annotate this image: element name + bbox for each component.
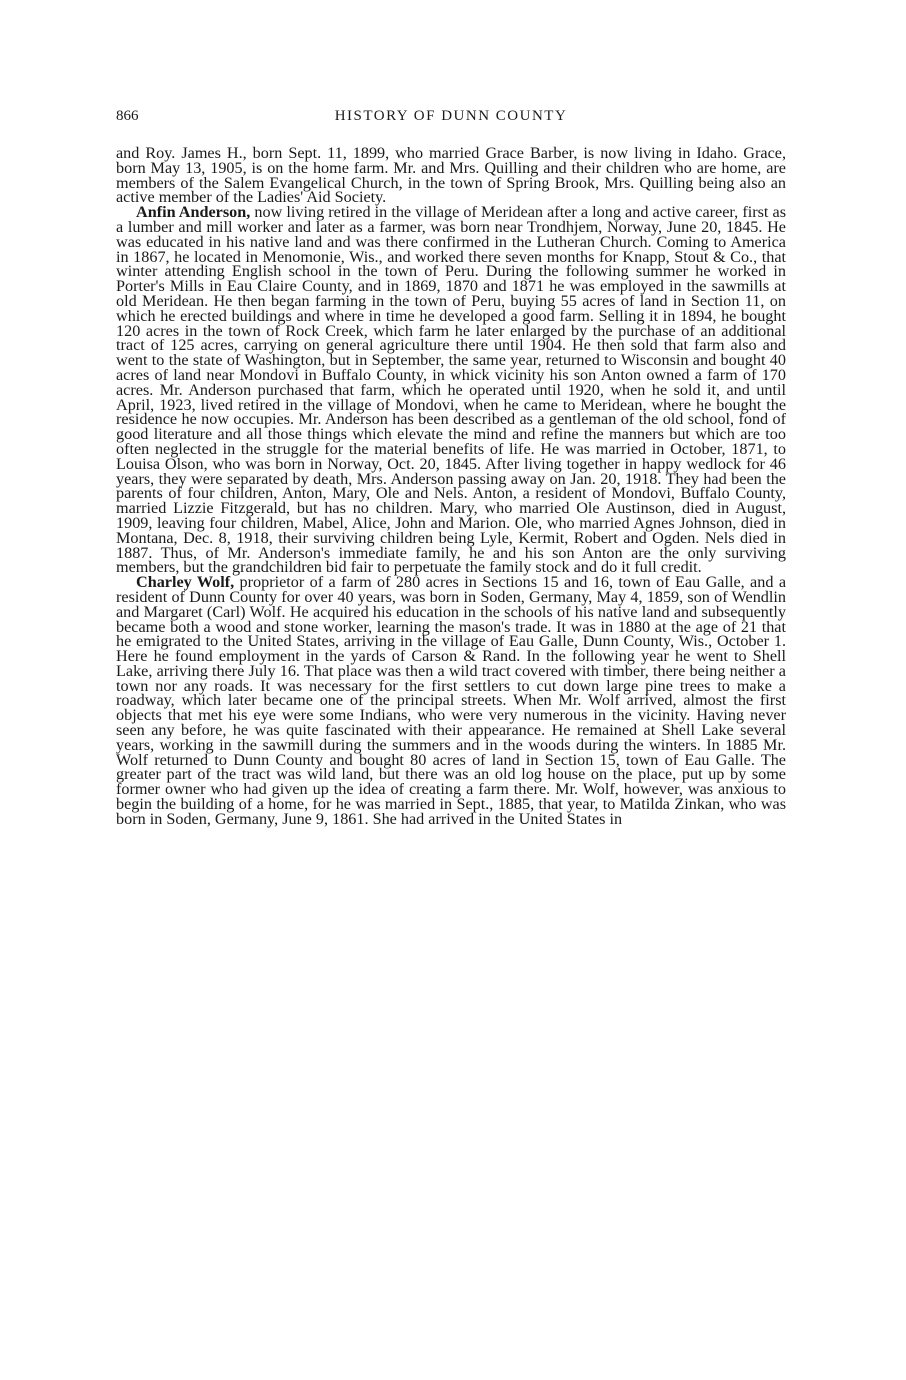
running-head: HISTORY OF DUNN COUNTY xyxy=(334,108,568,124)
paragraph-text: and Roy. James H., born Sept. 11, 1899, who married Grace Barber, is now living in Idaho. Grace, born May 13, 1905, is on the home farm. Mr. and Mrs. Quilling and their children who are home, are members of the Salem Evangelical Church, in the town of Spring Brook, Mrs. Quilling being also an active member of the Ladies' Aid Society. xyxy=(116,144,786,207)
paragraph-anfin-anderson xyxy=(116,205,786,575)
biography-name: Charley Wolf, xyxy=(136,573,235,592)
paragraph-text: now living retired in the village of Meridean after a long and active career, first as a lumber and mill worker and later as a farmer, was born near Trondhjem, Norway, June 20, 1845. He was educated in his native land and was there confirmed in the Lutheran Church. Coming to America in 1867, he located in Menomonie, Wis., and worked there seven months for Knapp, Stout & Co., that winter attending English school in the town of Peru. During the following summer he worked in Porter's Mills in Eau Claire County, and in 1869, 1870 and 1871 he was employed in the sawmills at old Meridean. He then began farming in the town of Peru, buying 55 acres of land in Section 11, on which he erected buildings and where in time he developed a good farm. Selling it in 1894, he bought 120 acres in the town of Rock Creek, which farm he later enlarged by the purchase of an additional tract of 125 acres, carrying on general agriculture there until 1904. He then sold that farm also and went to the state of Washington, but in September, the same year, returned to Wisconsin and bought 40 acres of land near Mondovi in Buffalo County, in whick vicinity his son Anton owned a farm of 170 acres. Mr. Anderson purchased that farm, which he operated until 1920, when he sold it, and until April, 1923, lived retired in the village of Mondovi, when he came to Meridean, where he bought the residence he now occupies. Mr. Anderson has been described as a gentleman of the old school, fond of good literature and all those things which elevate the mind and refine the manners but which are too often neglected in the struggle for the material benefits of life. He was married in October, 1871, to Louisa Olson, who was born in Norway, Oct. 20, 1845. After living together in happy wedlock for 46 years, they were separated by death, Mrs. Anderson passing away on Jan. 20, 1918. They had been the parents of four children, Anton, Mary, Ole and Nels. Anton, a resident of Mondovi, Buffalo County, married Lizzie Fitzgerald, but has no children. Mary, who married Ole Austinson, died in August, 1909, leaving four children, Mabel, Alice, John and Marion. Ole, who married Agnes Johnson, died in Montana, Dec. 8, 1918, their surviving children being Lyle, Kermit, Robert and Ogden. Nels died in 1887. Thus, of Mr. Anderson's immediate family, he and his son Anton are the only surviving members, but the grandchildren bid fair to perpetuate the family stock and do it full credit. xyxy=(116,203,786,577)
body-text xyxy=(116,146,786,827)
paragraph-continuation xyxy=(116,146,786,205)
page-number: 866 xyxy=(116,108,139,124)
paragraph-charley-wolf xyxy=(116,575,786,827)
biography-name: Anfin Anderson, xyxy=(136,203,251,222)
paragraph-text: proprietor of a farm of 280 acres in Sections 15 and 16, town of Eau Galle, and a resident of Dunn County for over 40 years, was born in Soden, Germany, May 4, 1859, son of Wendlin and Margaret (Carl) Wolf. He acquired his education in the schools of his native land and subsequently became both a wood and stone worker, learning the mason's trade. It was in 1880 at the age of 21 that he emigrated to the United States, arriving in the village of Eau Galle, Dunn County, Wis., October 1. Here he found employment in the yards of Carson & Rand. In the following year he went to Shell Lake, arriving there July 16. That place was then a wild tract covered with timber, there being neither a town nor any roads. It was necessary for the first settlers to cut down large pine trees to make a roadway, which later became one of the principal streets. When Mr. Wolf arrived, almost the first objects that met his eye were some Indians, who were very numerous in the vicinity. Having never seen any before, he was quite fascinated with their appearance. He remained at Shell Lake several years, working in the sawmill during the summers and in the woods during the winters. In 1885 Mr. Wolf returned to Dunn County and bought 80 acres of land in Section 15, town of Eau Galle. The greater part of the tract was wild land, but there was an old log house on the place, put up by some former owner who had given up the idea of creating a farm there. Mr. Wolf, however, was anxious to begin the building of a home, for he was married in Sept., 1885, that year, to Matilda Zinkan, who was born in Soden, Germany, June 9, 1861. She had arrived in the United States in xyxy=(116,573,787,828)
page-header xyxy=(116,108,786,132)
